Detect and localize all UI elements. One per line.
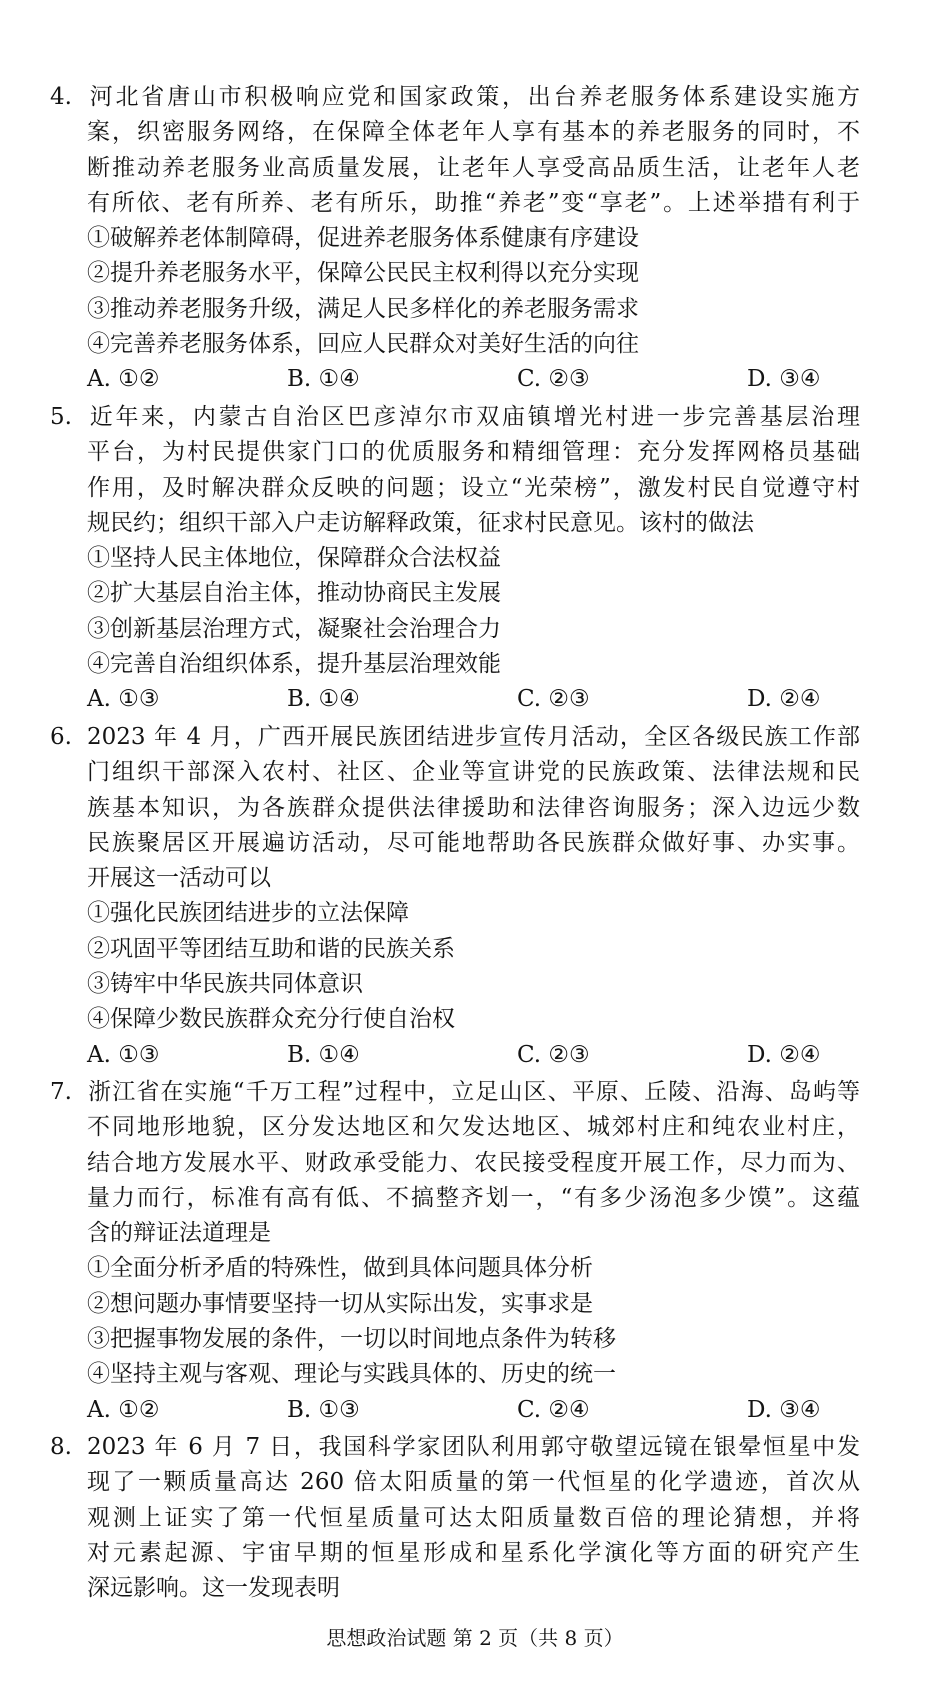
question-stem-line: 7. 浙江省在实施“千万工程”过程中，立足山区、平原、丘陵、沿海、岛屿等 xyxy=(50,1075,860,1110)
statement-option: ④保障少数民族群众充分行使自治权 xyxy=(87,1006,455,1033)
question-stem-line: 不同地形地貌，区分发达地区和欠发达地区、城郊村庄和纯农业村庄， xyxy=(87,1114,860,1141)
choice-a: A. ①② xyxy=(87,1396,160,1423)
statement-option: ③把握事物发展的条件，一切以时间地点条件为转移 xyxy=(87,1326,616,1353)
choice-b: B. ①④ xyxy=(287,366,360,393)
choice-a: A. ①③ xyxy=(87,1041,160,1068)
statement-option: ②扩大基层自治主体，推动协商民主发展 xyxy=(87,580,501,607)
answer-choices xyxy=(50,682,860,717)
question-stem-line: 观测上证实了第一代恒星质量可达太阳质量数百倍的理论猜想，并将 xyxy=(87,1504,860,1531)
question-stem-line: 有所依、老有所养、老有所乐，助推“养老”变“享老”。上述举措有利于 xyxy=(87,189,860,216)
question-stem-line: 4. 河北省唐山市积极响应党和国家政策，出台养老服务体系建设实施方 xyxy=(50,80,860,115)
question-5 xyxy=(50,400,860,718)
question-stem-line: 6. 2023 年 4 月，广西开展民族团结进步宣传月活动，全区各级民族工作部 xyxy=(50,720,860,755)
question-stem-line: 民族聚居区开展遍访活动，尽可能地帮助各民族群众做好事、办实事。 xyxy=(87,829,860,856)
statement-option: ②想问题办事情要坚持一切从实际出发，实事求是 xyxy=(87,1290,593,1317)
answer-choices xyxy=(50,1038,860,1073)
page-footer: 思想政治试题 第 2 页（共 8 页） xyxy=(326,1626,624,1650)
question-stem-line: 对元素起源、宇宙早期的恒星形成和星系化学演化等方面的研究产生 xyxy=(87,1539,860,1566)
question-stem-line: 作用，及时解决群众反映的问题；设立“光荣榜”，激发村民自觉遵守村 xyxy=(87,474,860,501)
choice-c: C. ②③ xyxy=(517,1041,590,1068)
question-stem-line: 深远影响。这一发现表明 xyxy=(87,1575,340,1602)
statement-option: ①破解养老体制障碍，促进养老服务体系健康有序建设 xyxy=(87,225,639,252)
question-stem-line: 含的辩证法道理是 xyxy=(87,1220,271,1247)
choice-c: C. ②③ xyxy=(517,366,590,393)
statement-option: ①强化民族团结进步的立法保障 xyxy=(87,900,409,927)
choice-a: A. ①② xyxy=(87,366,160,393)
answer-choices xyxy=(50,1393,860,1428)
question-stem-line: 族基本知识，为各族群众提供法律援助和法律咨询服务；深入边远少数 xyxy=(87,794,860,821)
question-stem-line: 量力而行，标准有高有低、不搞整齐划一，“有多少汤泡多少馍”。这蕴 xyxy=(87,1184,860,1211)
statement-option: ④完善养老服务体系，回应人民群众对美好生活的向往 xyxy=(87,331,639,358)
statement-option: ④完善自治组织体系，提升基层治理效能 xyxy=(87,651,501,678)
question-4 xyxy=(50,80,860,398)
statement-option: ③铸牢中华民族共同体意识 xyxy=(87,971,363,998)
question-stem-line: 案，织密服务网络，在保障全体老年人享有基本的养老服务的同时，不 xyxy=(87,119,860,146)
question-stem-line: 门组织干部深入农村、社区、企业等宣讲党的民族政策、法律法规和民 xyxy=(87,759,860,786)
choice-b: B. ①④ xyxy=(287,1041,360,1068)
choice-c: C. ②④ xyxy=(517,1396,590,1423)
question-stem-line: 平台，为村民提供家门口的优质服务和精细管理：充分发挥网格员基础 xyxy=(87,439,860,466)
choice-c: C. ②③ xyxy=(517,686,590,713)
question-number: 4. xyxy=(50,84,72,110)
statement-option: ④坚持主观与客观、理论与实践具体的、历史的统一 xyxy=(87,1361,616,1388)
choice-b: B. ①④ xyxy=(287,686,360,713)
question-stem-line: 断推动养老服务业高质量发展，让老年人享受高品质生活，让老年人老 xyxy=(87,154,860,181)
question-number: 5. xyxy=(50,404,72,430)
question-stem-line: 开展这一活动可以 xyxy=(87,865,271,892)
choice-b: B. ①③ xyxy=(287,1396,360,1423)
question-6 xyxy=(50,720,860,1073)
choice-d: D. ③④ xyxy=(747,1396,821,1423)
question-number: 8. xyxy=(50,1434,72,1460)
choice-d: D. ③④ xyxy=(747,366,821,393)
question-stem-line: 规民约；组织干部入户走访解释政策，征求村民意见。该村的做法 xyxy=(87,509,754,536)
question-stem-line: 现了一颗质量高达 260 倍太阳质量的第一代恒星的化学遗迹，首次从 xyxy=(87,1469,860,1496)
question-stem-line: 5. 近年来，内蒙古自治区巴彦淖尔市双庙镇增光村进一步完善基层治理 xyxy=(50,400,860,435)
choice-a: A. ①③ xyxy=(87,686,160,713)
answer-choices xyxy=(50,362,860,397)
choice-d: D. ②④ xyxy=(747,686,821,713)
statement-option: ①全面分析矛盾的特殊性，做到具体问题具体分析 xyxy=(87,1255,593,1282)
question-7 xyxy=(50,1075,860,1428)
question-8 xyxy=(50,1430,860,1606)
statement-option: ②提升养老服务水平，保障公民民主权利得以充分实现 xyxy=(87,260,639,287)
statement-option: ③推动养老服务升级，满足人民多样化的养老服务需求 xyxy=(87,295,639,322)
choice-d: D. ②④ xyxy=(747,1041,821,1068)
statement-option: ①坚持人民主体地位，保障群众合法权益 xyxy=(87,545,501,572)
question-stem-line: 8. 2023 年 6 月 7 日，我国科学家团队利用郭守敬望远镜在银晕恒星中发 xyxy=(50,1430,860,1465)
statement-option: ③创新基层治理方式，凝聚社会治理合力 xyxy=(87,615,501,642)
statement-option: ②巩固平等团结互助和谐的民族关系 xyxy=(87,935,455,962)
question-number: 6. xyxy=(50,724,72,750)
question-stem-line: 结合地方发展水平、财政承受能力、农民接受程度开展工作，尽力而为、 xyxy=(87,1149,860,1176)
question-number: 7. xyxy=(50,1079,72,1105)
